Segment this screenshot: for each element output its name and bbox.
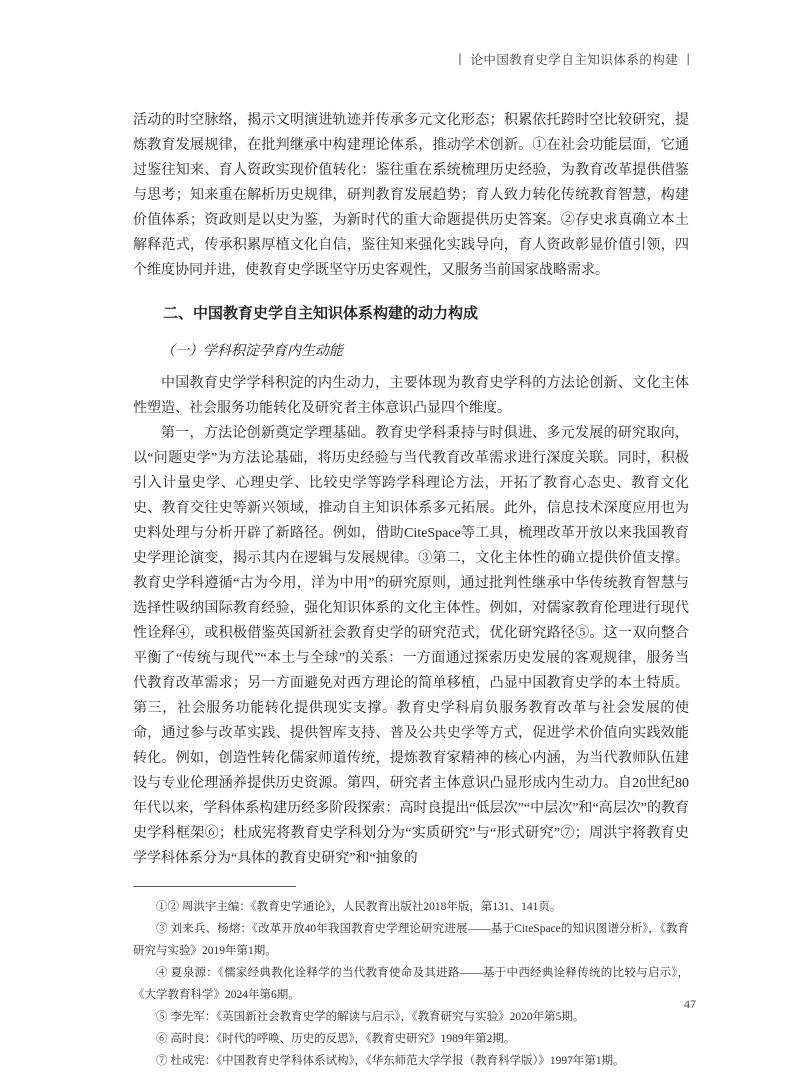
footnote-entry: ④ 夏泉源：《儒家经典教化诠释学的当代教育使命及其进路——基于中西经典诠释传统的比较与启示》，《大学教育科学》2024年第6期。: [133, 967, 689, 1001]
footnote-entry: ①② 周洪宇主编：《教育史学通论》，人民教育出版社2018年版，第131、141页。: [156, 901, 562, 913]
footnote-entry: ⑤ 李先军：《英国新社会教育史学的解读与启示》，《教育研究与实验》2020年第5期。: [156, 1011, 585, 1023]
footnote-separator-rule: [133, 886, 296, 887]
paragraph-overview: 中国教育史学学科积淀的内生动力，主要体现为教育史学科的方法论创新、文化主体性塑造、社会服务功能转化及研究者主体意识凸显四个维度。: [133, 376, 689, 416]
subsection-heading: （一）学科积淀孕育内生动能: [161, 344, 343, 359]
paragraph-main: 第一，方法论创新奠定学理基础。教育史学科秉持与时俱进、多元发展的研究取向，以“问题史学”为方法论基础，将历史经验与当代教育改革需求进行深度关联。同时，积极引入计量史学、心理史学、比较史学等跨学科理论方法，开拓了教育心态史、教育文化史、教育交往史等新兴领域，推动自主知识体系多元拓展。此外，信息技术深度应用也为史料处理与分析开辟了新路径。例如，借助CiteSpace等工具，梳理改革开放以来我国教育史学理论演变，揭示其内在逻辑与发展规律。③第二，文化主体性的确立提供价值支撑。教育史学科遵循“古为今用，洋为中用”的研究原则，通过批判性继承中华传统教育智慧与选择性吸纳国际教育经验，强化知识体系的文化主体性。例如，对儒家教育伦理进行现代性诠释④，或积极借鉴英国新社会教育史学的研究范式，优化研究路径⑤。这一双向整合平衡了“传统与现代”“本土与全球”的关系：一方面通过探索历史发展的客观规律，服务当代教育改革需求；另一方面避免对西方理论的简单移植，凸显中国教育史学的本土特质。第三，社会服务功能转化提供现实支撑。教育史学科肩负服务教育改革与社会发展的使命，通过参与改革实践、提供智库支持、普及公共史学等方式，促进学术价值向实践效能转化。例如，创造性转化儒家师道传统，提炼教育家精神的核心内涵，为当代教师队伍建设与专业伦理涵养提供历史资源。第四，研究者主体意识凸显形成内生动力。自20世纪80年代以来，学科体系构建历经多阶段探索：高时良提出“低层次”“中层次”和“高层次”的教育史学科框架⑥；杜成宪将教育史学科划分为“实质研究”与“形式研究”⑦；周洪宇将教育史学学科体系分为“具体的教育史研究”和“抽象的: [133, 426, 689, 866]
footnotes-section: [133, 886, 689, 1072]
page-number: 47: [684, 997, 696, 1011]
running-head: 丨 论中国教育史学自主知识体系的构建 丨: [453, 53, 695, 67]
paragraph-continuation: 活动的时空脉络，揭示文明演进轨迹并传承多元文化形态；积累依托跨时空比较研究，提炼教育发展规律，在批判继承中构建理论体系，推动学术创新。①在社会功能层面，它通过鉴往知来、育人资政实现价值转化：鉴往重在系统梳理历史经验，为教育改革提供借鉴与思考；知来重在解析历史规律，研判教育发展趋势；育人致力转化传统教育智慧，构建价值体系；资政则是以史为鉴，为新时代的重大命题提供历史答案。②存史求真确立本土解释范式，传承积累厚植文化自信，鉴往知来强化实践导向，育人资政彰显价值引领，四个维度协同并进，使教育史学既坚守历史客观性，又服务当前国家战略需求。: [133, 113, 689, 278]
footnote-entry: ③ 刘来兵、杨熔：《改革开放40年我国教育史学理论研究进展——基于CiteSpace的知识图谱分析》，《教育研究与实验》2019年第1期。: [133, 923, 689, 957]
page-content: [133, 108, 689, 1072]
section-heading: 二、中国教育史学自主知识体系构建的动力构成: [163, 305, 479, 322]
footnote-entry: ⑦ 杜成宪：《中国教育史学科体系试构》，《华东师范大学学报（教育科学版）》1997年第1期。: [156, 1055, 625, 1067]
footnote-entry: ⑥ 高时良：《时代的呼唤、历史的反思》，《教育史研究》1989年第2期。: [156, 1033, 516, 1045]
